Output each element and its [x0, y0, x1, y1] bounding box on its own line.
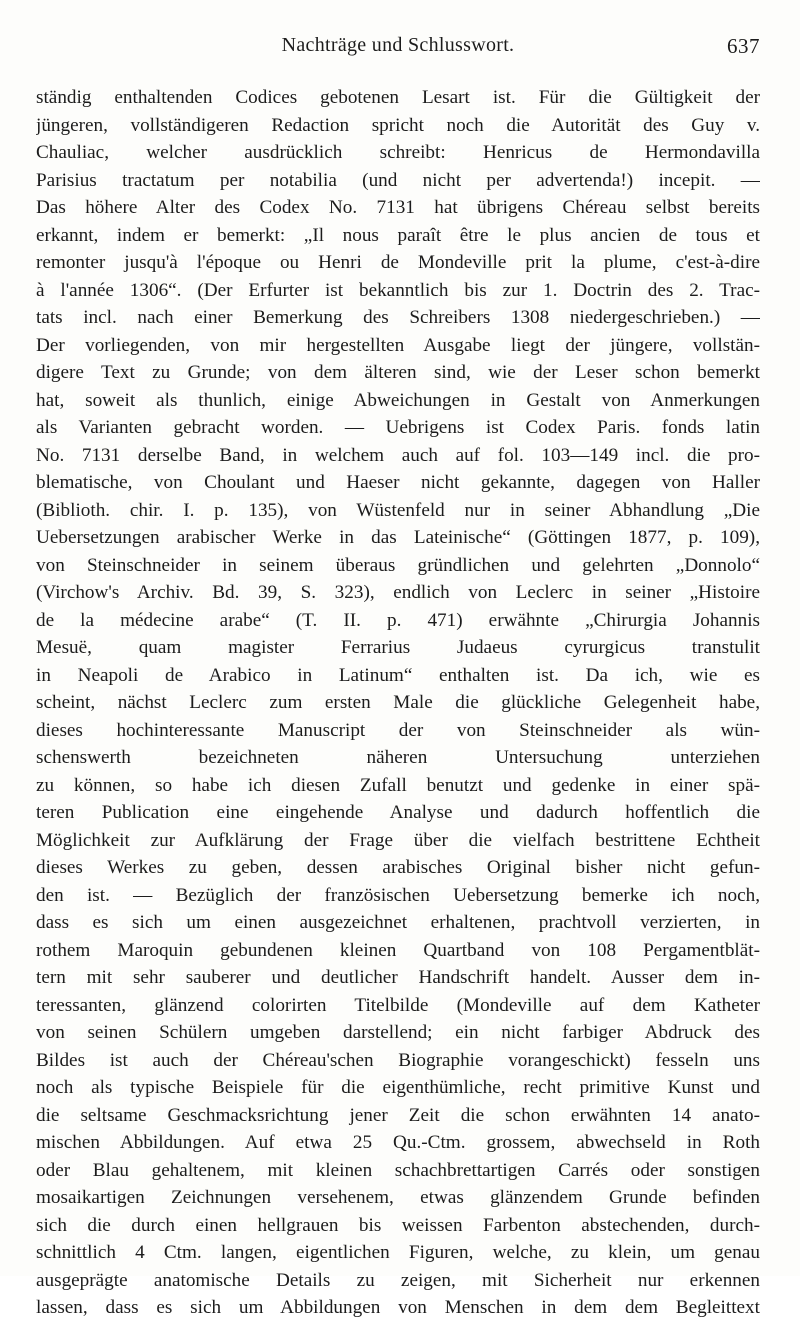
- text-line: Der vorliegenden, von mir hergestellten Ausgabe liegt der jüngere, vollstän-: [36, 334, 760, 356]
- text-line: sich die durch einen hellgrauen bis weissen Farbenton abstechenden, durch-: [36, 1214, 760, 1236]
- text-line: von Steinschneider in seinem überaus gründlichen und gelehrten „Donnolo“: [36, 554, 760, 576]
- text-line: als Varianten gebracht worden. — Uebrigens ist Codex Paris. fonds latin: [36, 417, 760, 438]
- text-line: schnittlich 4 Ctm. langen, eigentlichen Figuren, welche, zu klein, um genau: [36, 1242, 760, 1263]
- page-number: 637: [727, 34, 760, 58]
- text-line: mosaikartigen Zeichnungen versehenem, etwas glänzendem Grunde befinden: [36, 1187, 760, 1208]
- text-line: schenswerth bezeichneten näheren Untersuchung unterziehen: [36, 747, 760, 768]
- text-line: in Neapoli de Arabico in Latinum“ enthalten ist. Da ich, wie es: [36, 664, 760, 686]
- text-line: Uebersetzungen arabischer Werke in das Lateinische“ (Göttingen 1877, p. 109),: [36, 527, 760, 548]
- text-line: (Biblioth. chir. I. p. 135), von Wüstenfeld nur in seiner Abhandlung „Die: [36, 499, 760, 521]
- text-line: dieses Werkes zu geben, dessen arabisches Original bisher nicht gefun-: [36, 857, 760, 878]
- text-line: Mesuë, quam magister Ferrarius Judaeus cyrurgicus transtulit: [36, 637, 760, 658]
- running-head: [36, 34, 760, 62]
- text-line: noch als typische Beispiele für die eigenthümliche, recht primitive Kunst und: [36, 1077, 760, 1098]
- text-line: (Virchow's Archiv. Bd. 39, S. 323), endlich von Leclerc in seiner „Histoire: [36, 582, 760, 603]
- text-line: rothem Maroquin gebundenen kleinen Quartband von 108 Pergamentblät-: [36, 939, 760, 961]
- text-line: lassen, dass es sich um Abbildungen von Menschen in dem dem Begleittext: [36, 1297, 760, 1318]
- text-line: mischen Abbildungen. Auf etwa 25 Qu.-Ctm. grossem, abwechseld in Roth: [36, 1132, 760, 1153]
- text-line: Parisius tractatum per notabilia (und nicht per advertenda!) incepit. —: [36, 169, 760, 191]
- text-line: de la médecine arabe“ (T. II. p. 471) erwähnte „Chirurgia Johannis: [36, 609, 760, 631]
- text-line: ausgeprägte anatomische Details zu zeigen, mit Sicherheit nur erkennen: [36, 1269, 760, 1291]
- text-line: von seinen Schülern umgeben darstellend; ein nicht farbiger Abdruck des: [36, 1022, 760, 1043]
- text-line: à l'année 1306“. (Der Erfurter ist bekanntlich bis zur 1. Doctrin des 2. Trac-: [36, 279, 760, 301]
- text-line: dieses hochinteressante Manuscript der von Steinschneider als wün-: [36, 719, 760, 741]
- text-line: tats incl. nach einer Bemerkung des Schreibers 1308 niedergeschrieben.) —: [36, 307, 760, 328]
- text-line: Chauliac, welcher ausdrücklich schreibt: Henricus de Hermondavilla: [36, 142, 760, 163]
- text-line: oder Blau gehaltenem, mit kleinen schachbrettartigen Carrés oder sonstigen: [36, 1159, 760, 1181]
- text-line: die seltsame Geschmacksrichtung jener Zeit die schon erwähnten 14 anato-: [36, 1104, 760, 1126]
- text-line: scheint, nächst Leclerc zum ersten Male die glückliche Gelegenheit habe,: [36, 692, 760, 713]
- text-line: tern mit sehr sauberer und deutlicher Handschrift handelt. Ausser dem in-: [36, 967, 760, 988]
- text-line: den ist. — Bezüglich der französischen Uebersetzung bemerke ich noch,: [36, 884, 760, 906]
- text-line: jüngeren, vollständigeren Redaction spricht noch die Autorität des Guy v.: [36, 114, 760, 136]
- text-line: No. 7131 derselbe Band, in welchem auch auf fol. 103—149 incl. die pro-: [36, 444, 760, 466]
- text-line: blematische, von Choulant und Haeser nicht gekannte, dagegen von Haller: [36, 472, 760, 493]
- text-line: teressanten, glänzend colorirten Titelbilde (Mondeville auf dem Katheter: [36, 994, 760, 1016]
- text-line: Bildes ist auch der Chéreau'schen Biographie vorangeschickt) fesseln uns: [36, 1049, 760, 1071]
- text-line: hat, soweit als thunlich, einige Abweichungen in Gestalt von Anmerkungen: [36, 389, 760, 411]
- text-line: erkannt, indem er bemerkt: „Il nous paraît être le plus ancien de tous et: [36, 224, 760, 246]
- body-text: [36, 84, 760, 1322]
- running-head-title: Nachträge und Schlusswort.: [281, 34, 515, 56]
- text-line: digere Text zu Grunde; von dem älteren sind, wie der Leser schon bemerkt: [36, 362, 760, 383]
- text-line: remonter jusqu'à l'époque ou Henri de Mondeville prit la plume, c'est-à-dire: [36, 252, 760, 273]
- text-line: teren Publication eine eingehende Analyse und dadurch hoffentlich die: [36, 802, 760, 823]
- text-line: ständig enthaltenden Codices gebotenen Lesart ist. Für die Gültigkeit der: [36, 87, 760, 108]
- text-line: dass es sich um einen ausgezeichnet erhaltenen, prachtvoll verzierten, in: [36, 912, 760, 933]
- text-line: Möglichkeit zur Aufklärung der Frage über die vielfach bestrittene Echtheit: [36, 829, 760, 851]
- text-line: zu können, so habe ich diesen Zufall benutzt und gedenke in einer spä-: [36, 774, 760, 796]
- text-line: Das höhere Alter des Codex No. 7131 hat übrigens Chéreau selbst bereits: [36, 197, 760, 218]
